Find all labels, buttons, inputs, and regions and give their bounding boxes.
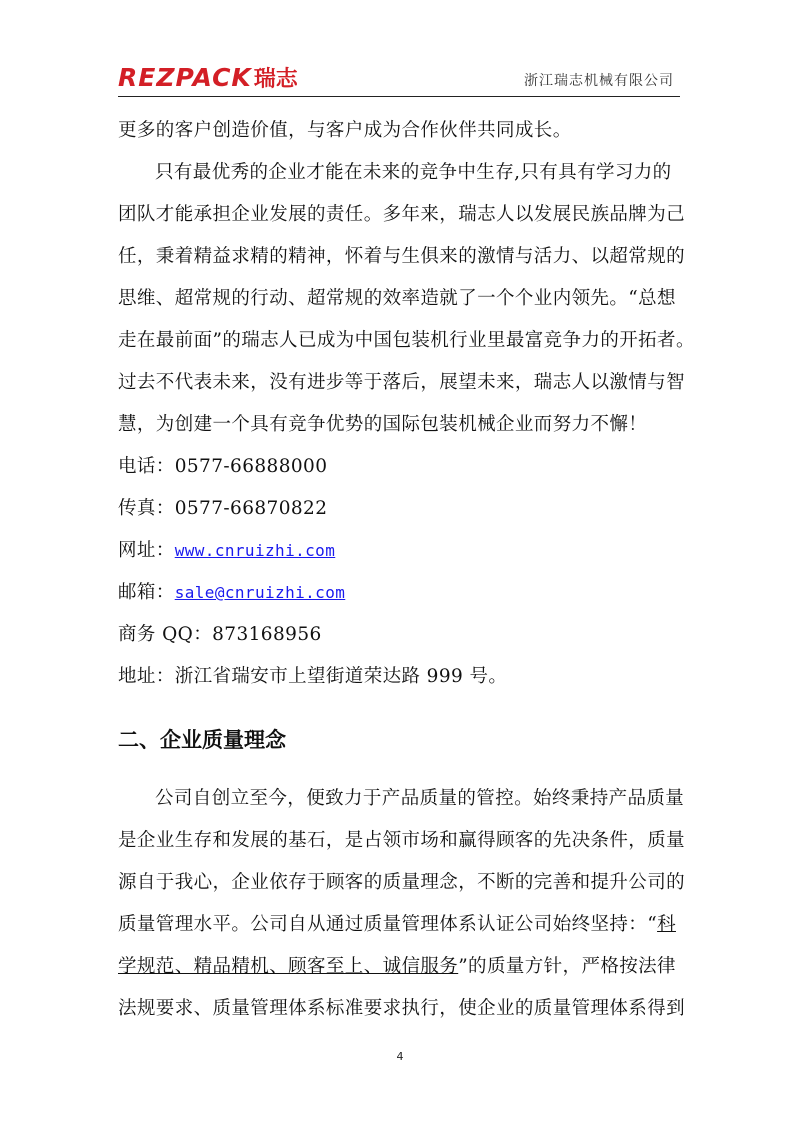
fax-label: 传真： <box>118 498 175 519</box>
website-label: 网址： <box>118 540 175 561</box>
text-line: 是企业生存和发展的基石，是占领市场和赢得顾客的先决条件，质量 <box>118 830 686 851</box>
text-line: 走在最前面”的瑞志人已成为中国包装机行业里最富竞争力的开拓者。 <box>118 330 695 351</box>
email-label: 邮箱： <box>118 582 175 603</box>
text-line: 过去不代表未来，没有进步等于落后，展望未来，瑞志人以激情与智 <box>118 372 686 393</box>
text-segment: 质量管理水平。公司自从通过质量管理体系认证公司始终坚持：“ <box>118 914 658 935</box>
website-link[interactable]: www.cnruizhi.com <box>174 541 336 560</box>
contact-website <box>118 530 686 572</box>
phone-value: 0577-66888000 <box>174 456 328 477</box>
contact-phone <box>118 446 686 488</box>
text-line: 源自于我心，企业依存于顾客的质量理念，不断的完善和提升公司的 <box>118 872 686 893</box>
text-line: 慧，为创建一个具有竞争优势的国际包装机械企业而努力不懈！ <box>118 414 648 435</box>
text-line: 公司自创立至今，便致力于产品质量的管控。始终秉持产品质量 <box>155 788 685 809</box>
text-segment: ”的质量方针，严格按法律 <box>458 956 676 977</box>
address-label: 地址： <box>118 666 175 687</box>
section-heading: 二、企业质量理念 <box>118 728 286 752</box>
text-line: 任，秉着精益求精的精神，怀着与生俱来的激情与活力、以超常规的 <box>118 246 686 267</box>
logo-cjk-text: 瑞志 <box>253 66 298 92</box>
fax-value: 0577-66870822 <box>174 498 328 519</box>
contact-fax <box>118 488 686 530</box>
text-line: 法规要求、质量管理体系标准要求执行，使企业的质量管理体系得到 <box>118 998 686 1019</box>
text-line <box>118 946 686 988</box>
text-line: 更多的客户创造价值，与客户成为合作伙伴共同成长。 <box>118 120 572 141</box>
company-logo <box>118 62 298 92</box>
qq-label: 商务 QQ： <box>118 624 213 645</box>
email-link[interactable]: sale@cnruizhi.com <box>174 583 346 602</box>
logo-latin-text: REZPACK <box>118 62 252 92</box>
text-line <box>118 904 686 946</box>
underlined-policy-start: 科 <box>657 914 676 935</box>
phone-label: 电话： <box>118 456 175 477</box>
header-company-name: 浙江瑞志机械有限公司 <box>524 73 674 89</box>
page-header <box>118 62 680 97</box>
underlined-policy: 学规范、精品精机、顾客至上、诚信服务 <box>118 956 459 977</box>
qq-value: 873168956 <box>212 624 322 645</box>
text-line: 只有最优秀的企业才能在未来的竞争中生存,只有具有学习力的 <box>155 162 672 183</box>
contact-email <box>118 572 686 614</box>
address-value: 浙江省瑞安市上望街道荣达路 999 号。 <box>174 666 508 687</box>
page-number: 4 <box>396 1050 404 1063</box>
contact-qq <box>118 614 686 656</box>
contact-address <box>118 656 686 698</box>
text-line: 思维、超常规的行动、超常规的效率造就了一个个业内领先。“总想 <box>118 288 676 309</box>
text-line: 团队才能承担企业发展的责任。多年来，瑞志人以发展民族品牌为己 <box>118 204 686 225</box>
document-body <box>118 110 695 1030</box>
